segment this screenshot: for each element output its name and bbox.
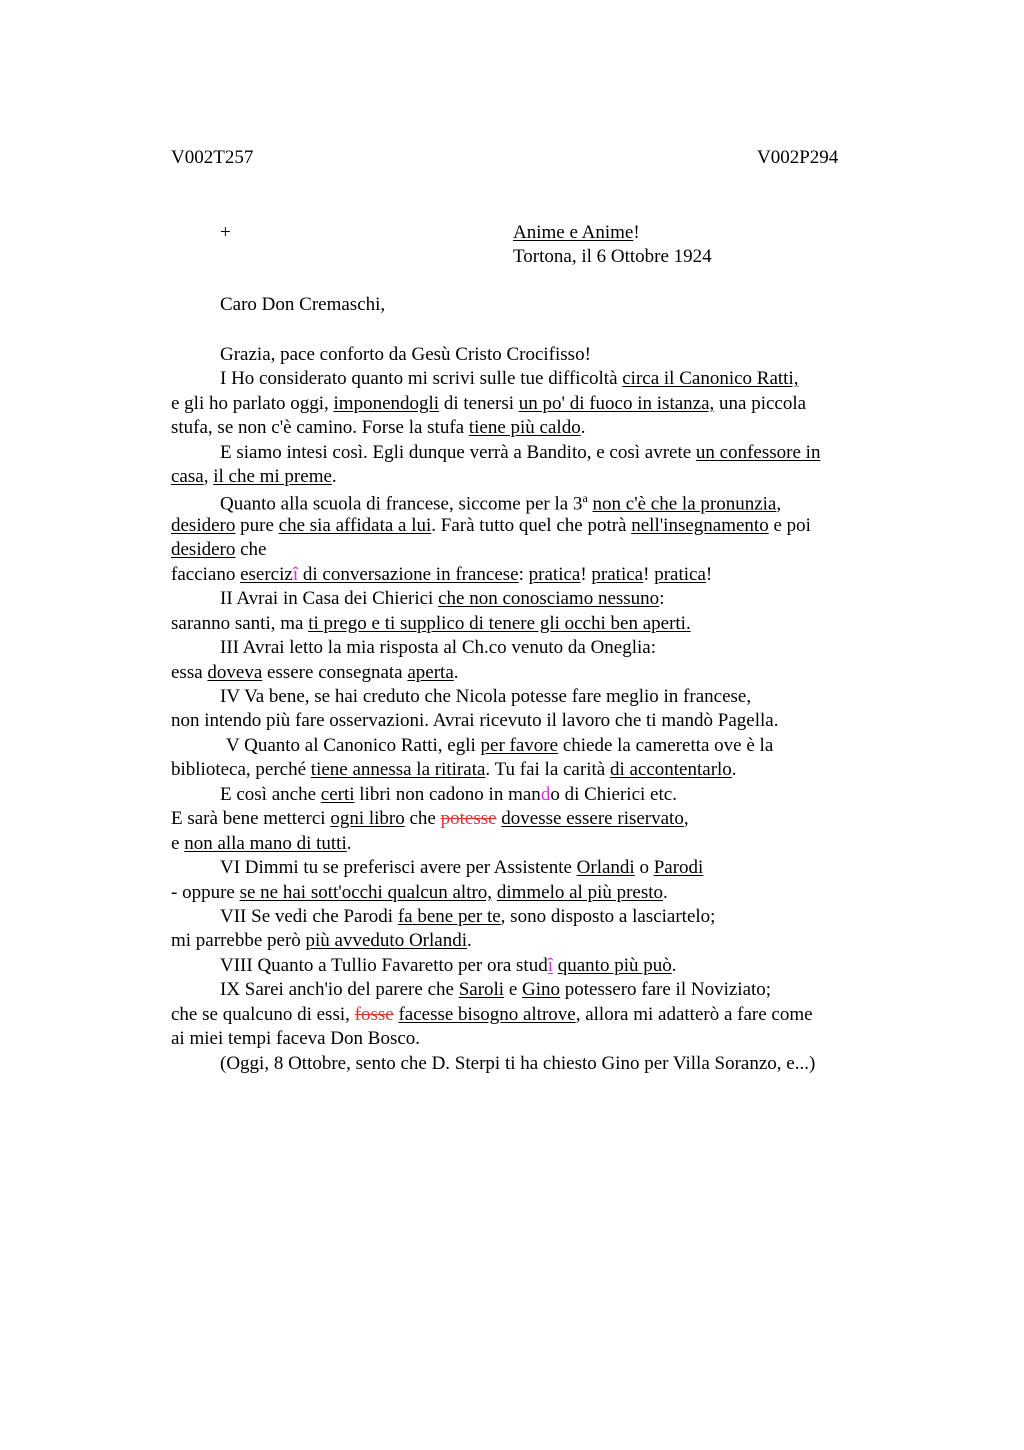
body-line: IX Sarei anch'io del parere che Saroli e Gino potessero fare il Noviziato; xyxy=(220,979,772,1000)
document-code-left: V002T257 xyxy=(171,147,254,168)
body-line: facciano esercizî di conversazione in francese: pratica! pratica! pratica! xyxy=(171,564,713,585)
body-line: essa doveva essere consegnata aperta. xyxy=(171,662,459,683)
body-line: desidero che xyxy=(171,539,267,560)
body-line: casa, il che mi preme. xyxy=(171,466,337,487)
body-line: II Avrai in Casa dei Chierici che non conosciamo nessuno: xyxy=(220,588,665,609)
body-line: III Avrai letto la mia risposta al Ch.co venuto da Oneglia: xyxy=(220,637,656,658)
body-line: e non alla mano di tutti. xyxy=(171,833,352,854)
body-line: V Quanto al Canonico Ratti, egli per favore chiede la cameretta ove è la xyxy=(226,735,774,756)
deleted-word: potesse xyxy=(440,808,497,829)
salutation: Caro Don Cremaschi, xyxy=(220,294,386,315)
place-date: Tortona, il 6 Ottobre 1924 xyxy=(513,246,712,267)
body-line: stufa, se non c'è camino. Forse la stufa tiene più caldo. xyxy=(171,417,586,438)
body-line: E sarà bene metterci ogni libro che potesse dovesse essere riservato, xyxy=(171,808,689,829)
document-code-right: V002P294 xyxy=(757,147,839,168)
body-line: ai miei tempi faceva Don Bosco. xyxy=(171,1028,421,1049)
body-line: VI Dimmi tu se preferisci avere per Assistente Orlandi o Parodi xyxy=(220,857,704,878)
body-line: che se qualcuno di essi, fosse facesse bisogno altrove, allora mi adatterò a fare come xyxy=(171,1004,813,1025)
greeting: Grazia, pace conforto da Gesù Cristo Crocifisso! xyxy=(220,344,591,365)
body-line: I Ho considerato quanto mi scrivi sulle tue difficoltà circa il Canonico Ratti, xyxy=(220,368,799,389)
postscript-line: (Oggi, 8 Ottobre, sento che D. Sterpi ti ha chiesto Gino per Villa Soranzo, e...) xyxy=(220,1053,816,1074)
body-line: non intendo più fare osservazioni. Avrai ricevuto il lavoro che ti mandò Pagella. xyxy=(171,710,779,731)
body-line: VII Se vedi che Parodi fa bene per te, sono disposto a lasciartelo; xyxy=(220,906,716,927)
body-line: E siamo intesi così. Egli dunque verrà a Bandito, e così avrete un confessore in xyxy=(220,442,821,463)
body-line: - oppure se ne hai sott'occhi qualcun altro, dimmelo al più presto. xyxy=(171,882,668,903)
body-line: VIII Quanto a Tullio Favaretto per ora studî quanto più può. xyxy=(220,955,677,976)
body-line: e gli ho parlato oggi, imponendogli di tenersi un po' di fuoco in istanza, una piccola xyxy=(171,393,807,414)
body-line: mi parrebbe però più avveduto Orlandi. xyxy=(171,930,472,951)
letter-title: Anime e Anime! xyxy=(513,222,640,243)
body-line: biblioteca, perché tiene annessa la ritirata. Tu fai la carità di accontentarlo. xyxy=(171,759,737,780)
body-line: IV Va bene, se hai creduto che Nicola potesse fare meglio in francese, xyxy=(220,686,752,707)
cross-mark: + xyxy=(220,222,231,243)
body-line: E così anche certi libri non cadono in mando di Chierici etc. xyxy=(220,784,677,805)
body-line: Quanto alla scuola di francese, siccome per la 3$^a$ non c'è che la pronunzia, xyxy=(220,491,782,515)
body-line: saranno santi, ma ti prego e ti supplico di tenere gli occhi ben aperti. xyxy=(171,613,691,634)
body-line: desidero pure che sia affidata a lui. Farà tutto quel che potrà nell'insegnamento e poi xyxy=(171,515,811,536)
deleted-word: fosse xyxy=(354,1004,394,1025)
